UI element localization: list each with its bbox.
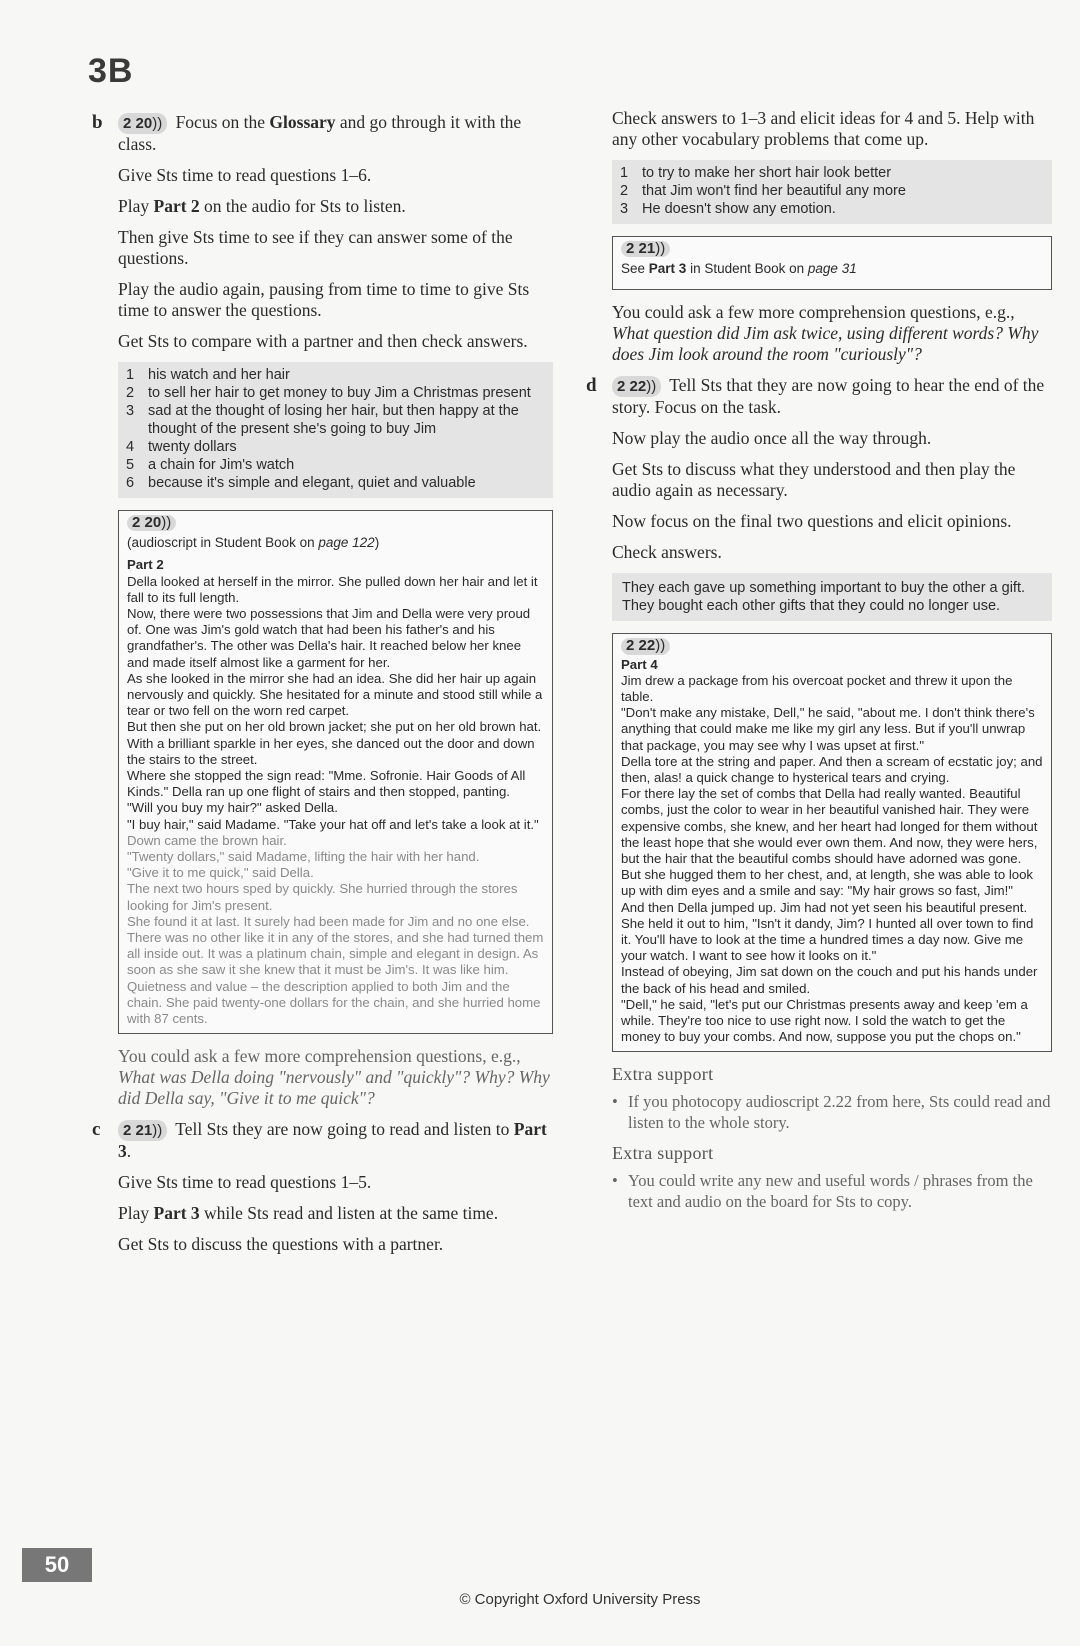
audio-icon: )) <box>152 1122 163 1140</box>
script-line: "Give it to me quick," said Della. <box>127 865 314 881</box>
extra-support-bullet: • You could write any new and useful words / phrases from the text and audio on the board for Sts to copy. <box>612 1171 1033 1212</box>
unit-heading: 3B <box>88 52 134 90</box>
audioscript-2-21 <box>612 236 1052 290</box>
section-letter-d: d <box>586 375 597 397</box>
page-number: 50 <box>22 1548 92 1582</box>
answer-item: 3 sad at the thought of losing her hair, but then happy at the thought of the present she's going to buy Jim <box>126 403 519 437</box>
script-reference: See Part 3 in Student Book on page 31 <box>621 261 857 277</box>
script-line: Della looked at herself in the mirror. She pulled down her hair and let it fall to its full length. <box>127 573 538 605</box>
audioscript-2-20 <box>118 510 553 1034</box>
section-c-intro: 2 21)) Tell Sts they are now going to read and listen to Part 3. <box>118 1119 547 1162</box>
extra-support-heading: Extra support <box>612 1064 714 1085</box>
audio-icon: )) <box>161 514 172 531</box>
right-column <box>586 108 1052 1222</box>
instruction-text: Then give Sts time to see if they can answer some of the questions. <box>118 227 513 268</box>
script-line: For there lay the set of combs that Della had really wanted. Beautiful combs, just the color to wear in her beautiful vanished hair. They were expensive combs, she knew, and her heart had longed for them without the least hope that she would ever own them. And now, they were hers, but the hair that the beautiful combs should have adorned was gone. <box>621 786 1038 867</box>
script-part-title: Part 2 <box>127 557 164 573</box>
script-line: But then she put on her old brown jacket; she put on her old brown hat. With a brilliant sparkle in her eyes, she danced out the door and down the stairs to the street. <box>127 719 542 767</box>
section-letter-c: c <box>92 1119 101 1141</box>
script-line: Down came the brown hair. <box>127 832 287 848</box>
instruction-text: Give Sts time to read questions 1–6. <box>118 165 372 185</box>
answer-item: 4 twenty dollars <box>126 439 237 455</box>
section-c <box>88 1119 553 1255</box>
instruction-text: Get Sts to discuss what they understood and then play the audio again as necessary. <box>612 459 1016 501</box>
audioscript-2-22 <box>612 633 1052 1052</box>
instruction-text: Play Part 3 while Sts read and listen at the same time. <box>118 1203 499 1224</box>
script-line: Jim drew a package from his overcoat pocket and threw it upon the table. <box>621 672 1013 705</box>
script-line: "I buy hair," said Madame. "Take your hat off and let's take a look at it." <box>127 816 539 832</box>
script-line: "Dell," he said, "let's put our Christmas presents away and keep 'em a while. They're too nice to use right now. I sold the watch to get the money to buy your combs. And now, suppose you put the chops on." <box>621 996 1028 1045</box>
section-d <box>586 375 1052 563</box>
audio-track-badge: 2 21)) <box>118 1120 167 1141</box>
answer-item: 6 because it's simple and elegant, quiet and valuable <box>126 475 476 491</box>
comprehension-prompt: You could ask a few more comprehension questions, e.g., What question did Jim ask twice, using different words? Why does Jim look around the room "curiously"? <box>612 302 1039 365</box>
audio-track-badge: 2 21)) <box>621 241 670 257</box>
audio-track-badge: 2 20)) <box>118 113 167 134</box>
instruction-text: Now focus on the final two questions and elicit opinions. <box>612 511 1012 532</box>
script-line: And then Della jumped up. Jim had not yet seen his beautiful present. She held it out to him, "Isn't it dandy, Jim? I hunted all over town to find it. You'll have to look at the time a hundred times a day now. Give me your watch. I want to see how it looks on it." <box>621 899 1034 964</box>
instruction-text: Give Sts time to read questions 1–5. <box>118 1172 372 1193</box>
audio-track-badge: 2 22)) <box>621 638 670 654</box>
script-line: The next two hours sped by quickly. She hurried through the stores looking for Jim's present. <box>127 881 518 913</box>
answer-item: 3 He doesn't show any emotion. <box>620 201 836 217</box>
audio-icon: )) <box>655 637 666 655</box>
copyright-notice: © Copyright Oxford University Press <box>459 1591 701 1608</box>
left-column <box>88 112 553 1265</box>
answer-item: 1 to try to make her short hair look better <box>620 165 892 181</box>
script-line: "Will you buy my hair?" asked Della. <box>127 800 338 816</box>
script-line: As she looked in the mirror she had an idea. She did her hair up again nervously and quickly. She hesitated for a minute and stood still while a tear or two fell on the worn red carpet. <box>127 670 543 719</box>
answer-item: 5 a chain for Jim's watch <box>126 457 295 473</box>
extra-support-bullet: • If you photocopy audioscript 2.22 from here, Sts could read and listen to the whole story. <box>612 1092 1051 1133</box>
answer-box-b <box>118 362 553 498</box>
answer-item: 2 to sell her hair to get money to buy Jim a Christmas present <box>126 385 531 401</box>
instruction-text: Get Sts to compare with a partner and then check answers. <box>118 331 528 351</box>
instruction-text: Play the audio again, pausing from time to time to give Sts time to answer the questions. <box>118 279 530 320</box>
answer-item: 1 his watch and her hair <box>126 367 290 383</box>
instruction-text: Play Part 2 on the audio for Sts to listen. <box>118 196 406 216</box>
instruction-text: Check answers. <box>612 542 722 563</box>
script-line: Instead of obeying, Jim sat down on the couch and put his hands under the back of his head and smiled. <box>621 964 1038 996</box>
answer-box-c <box>612 160 1052 224</box>
audio-track-badge: 2 20)) <box>127 515 176 531</box>
answer-item: 2 that Jim won't find her beautiful any more <box>620 183 906 199</box>
comprehension-prompt: You could ask a few more comprehension questions, e.g., What was Della doing "nervously" and "quickly"? Why? Why did Della say, "Give it to me quick"? <box>118 1046 550 1109</box>
audio-track-badge: 2 22)) <box>612 376 661 397</box>
section-d-intro: 2 22)) Tell Sts that they are now going to hear the end of the story. Focus on the task. <box>612 375 1045 418</box>
script-source: (audioscript in Student Book on page 122) <box>127 535 380 551</box>
script-line: Where she stopped the sign read: "Mme. Sofronie. Hair Goods of All Kinds." Della ran up one flight of stairs and then stopped, panting. <box>127 768 526 800</box>
section-b-intro: 2 20)) Focus on the Glossary and go through it with the class. <box>118 112 522 154</box>
audio-icon: )) <box>646 378 657 396</box>
extra-support-heading: Extra support <box>612 1143 714 1164</box>
script-part-title: Part 4 <box>621 656 658 672</box>
answer-box-d: They each gave up something important to buy the other a gift. They bought each other gifts that they could no longer use. <box>612 573 1052 621</box>
script-line: Della tore at the string and paper. And then a scream of ecstatic joy; and then, alas! a quick change to hysterical tears and crying. <box>621 753 1043 786</box>
check-answers-text: Check answers to 1–3 and elicit ideas for 4 and 5. Help with any other vocabulary problems that come up. <box>612 108 1035 149</box>
instruction-text: Get Sts to discuss the questions with a partner. <box>118 1234 444 1255</box>
script-line: "Twenty dollars," said Madame, lifting the hair with her hand. <box>127 849 480 865</box>
section-b <box>88 112 553 1109</box>
script-line: She found it at last. It surely had been made for Jim and no one else. There was no other like it in any of the stores, and she had turned them all inside out. It was a platinum chain, simple and elegant in design. As soon as she saw it she knew that it must be Jim's. It was like him. Quietness and value – the description applied to both Jim and the chain. She paid twenty-one dollars for the chain, and she hurried home with 87 cents. <box>127 913 544 1027</box>
audio-icon: )) <box>655 240 666 257</box>
audio-icon: )) <box>152 115 163 132</box>
instruction-text: Now play the audio once all the way through. <box>612 428 932 449</box>
script-line: Now, there were two possessions that Jim and Della were very proud of. One was Jim's gold watch that had been his father's and his grandfather's. The other was Della's hair. It reached below her knee and made itself almost like a garment for her. <box>127 606 531 670</box>
section-letter-b: b <box>92 112 103 133</box>
script-line: "Don't make any mistake, Dell," he said, "about me. I don't think there's anything that could make me like my girl any less. But if you'll unwrap that package, you may see why I was upset at first." <box>621 705 1035 753</box>
script-line: But she hugged them to her chest, and, at length, she was able to look up with dim eyes and a smile and say: "My hair grows so fast, Jim!" <box>621 867 1034 899</box>
